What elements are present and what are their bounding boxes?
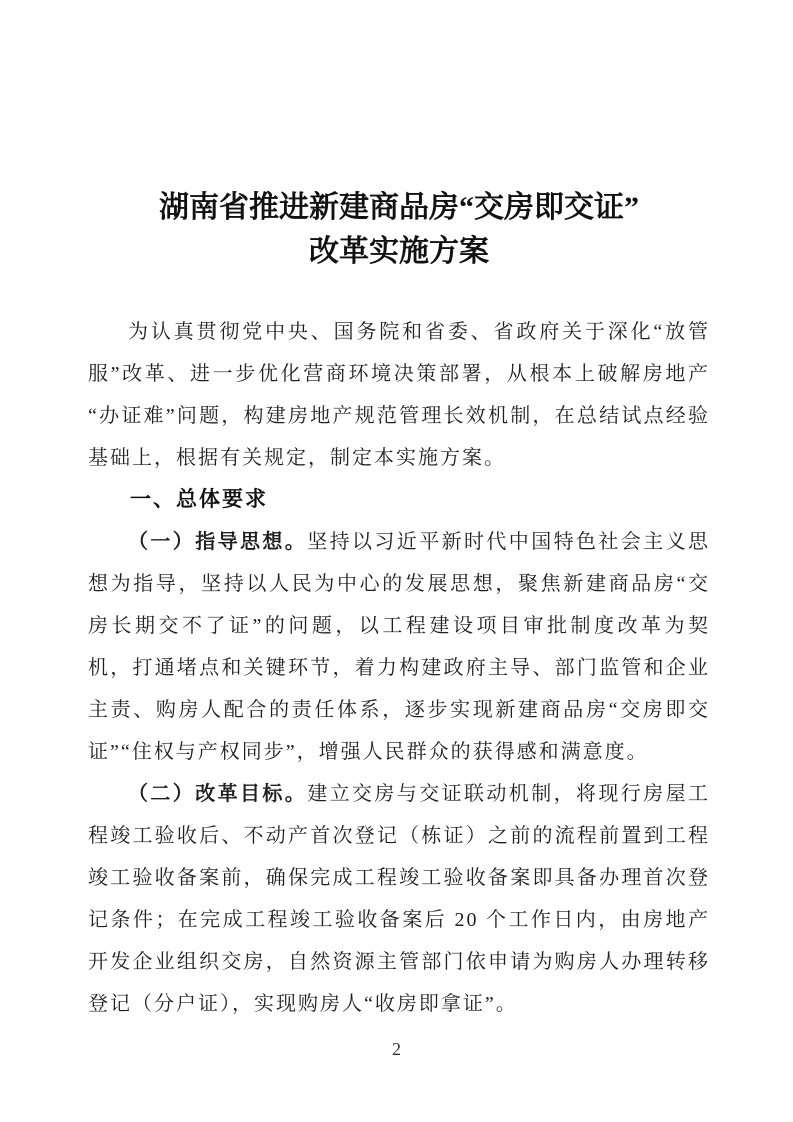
paragraph-guiding-ideology-lead: （一）指导思想。 — [128, 531, 308, 553]
title-line-2: 改革实施方案 — [309, 235, 489, 268]
paragraph-reform-goal-lead: （二）改革目标。 — [128, 783, 308, 805]
title-line-1: 湖南省推进新建商品房“交房即交证” — [159, 191, 639, 224]
document-title — [88, 186, 710, 274]
paragraph-guiding-ideology — [88, 521, 710, 773]
page-footer — [0, 1036, 793, 1062]
paragraph-guiding-ideology-body: 坚持以习近平新时代中国特色社会主义思想为指导，坚持以人民为中心的发展思想，聚焦新建商品房“交房长期交不了证”的问题，以工程建设项目审批制度改革为契机，打通堵点和关键环节，着力构建政府主导、部门监管和企业主责、购房人配合的责任体系，逐步实现新建商品房“交房即交证”“住权与产权同步”，增强人民群众的获得感和满意度。 — [88, 531, 711, 763]
paragraph-reform-goal-body: 建立交房与交证联动机制，将现行房屋工程竣工验收后、不动产首次登记（栋证）之前的流程前置到工程竣工验收备案前，确保完成工程竣工验收备案即具备办理首次登记条件；在完成工程竣工验收备案后 20 个工作日内，由房地产开发企业组织交房，自然资源主管部门依申请为购房人办理转移登记（分户证），实现购房人“收房即拿证”。 — [88, 783, 711, 1015]
section-heading-overall-requirements: 一、总体要求 — [130, 488, 268, 511]
paragraph-intro: 为认真贯彻党中央、国务院和省委、省政府关于深化“放管服”改革、进一步优化营商环境决策部署，从根本上破解房地产“办证难”问题，构建房地产规范管理长效机制，在总结试点经验基础上，根据有关规定，制定本实施方案。 — [88, 321, 710, 469]
page-number: 2 — [392, 1039, 401, 1059]
paragraph-reform-goal — [88, 773, 710, 1025]
